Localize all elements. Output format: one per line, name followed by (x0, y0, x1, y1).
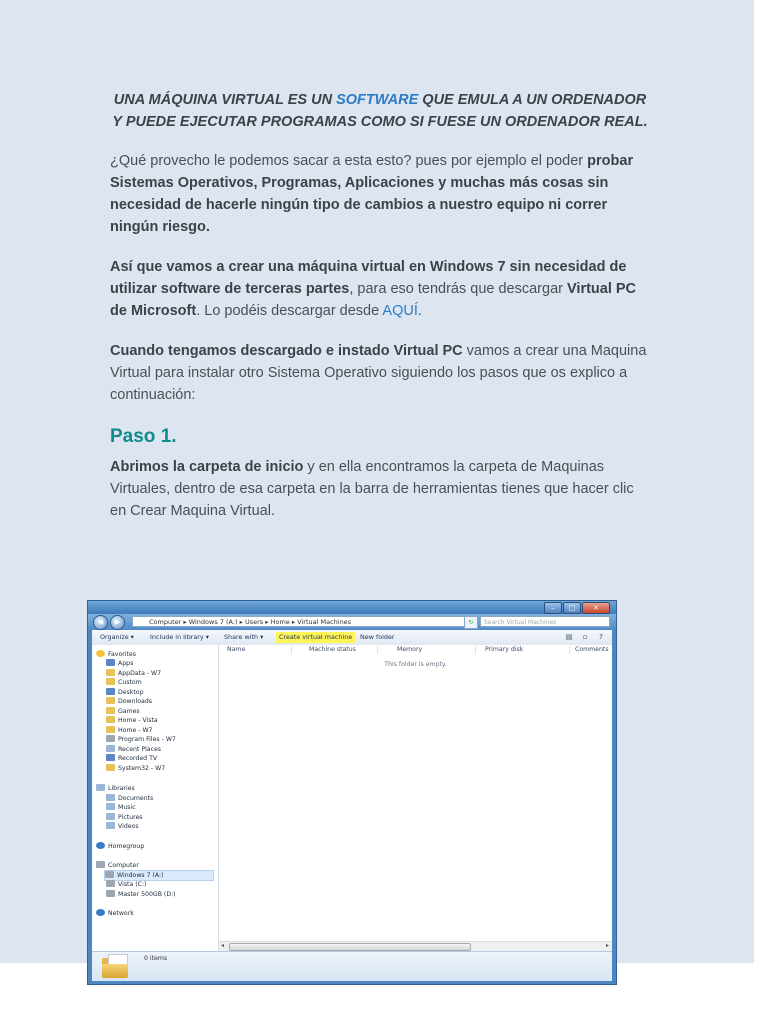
paragraph-steps-intro (110, 340, 650, 406)
software-link[interactable]: SOFTWARE (336, 92, 419, 108)
music-icon (106, 803, 115, 810)
drive-icon (105, 871, 114, 878)
explorer-window (88, 601, 616, 984)
search-input[interactable]: Search Virtual Machines (480, 616, 610, 627)
nav-label: Network (108, 910, 134, 917)
paragraph-intro (110, 150, 650, 238)
organize-button[interactable]: Organize ▾ (100, 633, 134, 641)
nav-label: Custom (118, 679, 142, 686)
nav-item[interactable] (106, 803, 136, 812)
close-icon[interactable]: ✕ (582, 602, 610, 614)
folder-icon (106, 764, 115, 771)
nav-label: Recorded TV (118, 755, 158, 762)
nav-item[interactable] (106, 716, 158, 725)
nav-label: Vista (C:) (118, 881, 147, 888)
nav-label: Desktop (118, 688, 144, 696)
step-label: Paso 1 (110, 426, 172, 447)
p2-text-3: . (417, 303, 422, 319)
column-separator[interactable] (291, 646, 292, 654)
view-controls (564, 633, 606, 642)
folder-icon (106, 697, 115, 704)
create-virtual-machine-button[interactable]: Create virtual machine (276, 632, 355, 643)
column-header-comments[interactable]: Comments (575, 646, 609, 653)
include-in-library-button[interactable]: Include in library ▾ (150, 633, 209, 641)
pictures-icon (106, 813, 115, 820)
recent-places-icon (106, 745, 115, 752)
p4-text: y en ella encontramos la carpeta de Maquinas Virtuales, dentro de esa carpeta en la barra de herramientas tienes que hacer clic en Crear Maquina Virtual. (110, 459, 634, 519)
nav-item[interactable] (106, 880, 146, 889)
paragraph-step1 (110, 456, 650, 522)
p2-text-2: . Lo podéis descargar desde (196, 303, 383, 319)
lead-text-end: QUE EMULA A UN ORDENADOR Y PUEDE EJECUTAR PROGRAMAS COMO SI FUESE UN ORDENADOR REAL. (112, 92, 648, 130)
explorer-client-area (92, 645, 612, 951)
column-header-name[interactable]: Name (227, 646, 246, 653)
folder-icon (106, 707, 115, 714)
nav-label: Games (118, 707, 140, 715)
forward-arrow-icon[interactable]: ▶ (110, 615, 125, 630)
nav-label: AppData - W7 (118, 669, 162, 677)
step-heading (110, 424, 650, 450)
minimize-icon[interactable]: – (544, 602, 562, 614)
nav-label: Master 500GB (D:) (118, 890, 176, 898)
scroll-left-icon[interactable]: ◂ (221, 942, 225, 949)
nav-label: Downloads (118, 698, 152, 705)
nav-label: Favorites (108, 651, 136, 658)
nav-item[interactable] (106, 726, 153, 735)
homegroup-icon (96, 842, 105, 849)
nav-item[interactable] (106, 669, 161, 678)
nav-label: Home - W7 (118, 726, 153, 734)
nav-label: Apps (118, 660, 134, 667)
folder-icon (106, 659, 115, 666)
column-separator[interactable] (569, 646, 570, 654)
p4-bold: Abrimos la carpeta de inicio (110, 459, 304, 475)
details-pane (92, 951, 612, 981)
p3-bold: Cuando tengamos descargado e instado Virtual PC (110, 343, 463, 359)
p1-text: ¿Qué provecho le podemos sacar a esta esto? pues por ejemplo el poder (110, 153, 588, 169)
nav-item[interactable] (106, 754, 157, 763)
column-separator[interactable] (475, 646, 476, 654)
nav-item[interactable] (106, 822, 139, 831)
nav-item[interactable] (106, 678, 142, 687)
new-folder-button[interactable]: New folder (360, 633, 395, 641)
column-header-primary-disk[interactable]: Primary disk (485, 646, 524, 653)
paragraph-download (110, 256, 650, 322)
command-bar (92, 630, 612, 646)
column-header-machine-status[interactable]: Machine status (309, 646, 356, 653)
recorded-tv-icon (106, 754, 115, 761)
nav-item[interactable] (106, 688, 144, 697)
network-icon (96, 909, 105, 916)
nav-label: Pictures (118, 813, 143, 821)
folder-icon (106, 716, 115, 723)
file-list (219, 645, 612, 951)
address-bar[interactable]: Computer ▸ Windows 7 (A:) ▸ Users ▸ Home ▸ Virtual Machines (132, 616, 472, 627)
nav-computer[interactable] (96, 861, 139, 870)
nav-item[interactable] (106, 659, 133, 668)
documents-icon (106, 794, 115, 801)
scroll-right-icon[interactable]: ▸ (605, 942, 609, 949)
back-arrow-icon[interactable]: ◀ (93, 615, 108, 630)
nav-label: Computer (108, 862, 139, 869)
nav-item[interactable] (106, 745, 161, 754)
nav-item[interactable] (106, 813, 143, 822)
nav-item[interactable] (106, 735, 176, 744)
nav-libraries[interactable] (96, 784, 135, 793)
nav-label: System32 - W7 (118, 764, 166, 772)
drive-icon (106, 880, 115, 887)
nav-label: Homegroup (108, 843, 145, 850)
nav-item[interactable] (106, 890, 176, 899)
views-icon[interactable]: ▤ (565, 633, 573, 641)
p3-text: vamos a crear una Maquina Virtual para instalar otro Sistema Operativo siguiendo los pasos que os explico a continuación: (110, 343, 647, 403)
preview-pane-icon[interactable]: ▫ (582, 633, 588, 641)
navigation-pane (92, 645, 219, 951)
nav-network[interactable] (96, 909, 134, 918)
p2-bold-2: Virtual PC de Microsoft (110, 281, 637, 319)
step-dot: . (171, 426, 177, 447)
p2-bold-1: Así que vamos a crear una máquina virtual en Windows 7 sin necesidad de utilizar software de terceras partes (110, 259, 627, 297)
item-count: 0 items (144, 955, 168, 962)
libraries-icon (96, 784, 105, 791)
drive-icon (106, 890, 115, 897)
empty-folder-message: This folder is empty. (384, 661, 447, 668)
nav-favorites[interactable] (96, 650, 136, 659)
share-with-button[interactable]: Share with ▾ (224, 633, 264, 641)
p1-bold: probar Sistemas Operativos, Programas, Aplicaciones y muchas más cosas sin necesidad de hacerle ningún tipo de cambios a nuestro equipo ni correr ningún riesgo. (110, 153, 634, 235)
computer-icon (96, 861, 105, 868)
horizontal-scrollbar[interactable] (219, 941, 612, 951)
videos-icon (106, 822, 115, 829)
nav-item[interactable] (106, 707, 140, 716)
lead-text-start: UNA MÁQUINA VIRTUAL ES UN (113, 92, 337, 108)
folder-icon (102, 954, 128, 978)
download-link[interactable]: AQUÍ (382, 303, 418, 319)
nav-label: Music (118, 804, 136, 811)
window-controls (544, 602, 610, 614)
column-header-memory[interactable]: Memory (397, 646, 423, 653)
folder-icon (106, 735, 115, 742)
article-paragraphs (110, 150, 650, 522)
window-titlebar (88, 601, 616, 614)
p2-text-1: , para eso tendrás que descargar (349, 281, 567, 297)
nav-label: Videos (118, 823, 139, 830)
folder-icon (106, 726, 115, 733)
article-lead (110, 90, 650, 133)
nav-item[interactable] (106, 764, 165, 773)
nav-label: Home - Vista (118, 717, 158, 724)
nav-label: Recent Places (118, 745, 162, 753)
address-row (88, 614, 616, 630)
article-body (110, 90, 650, 540)
nav-item[interactable] (106, 697, 152, 706)
nav-item[interactable] (106, 794, 153, 803)
scroll-thumb[interactable] (229, 943, 471, 951)
folder-icon (106, 669, 115, 676)
refresh-icon[interactable]: ↻ (464, 616, 478, 629)
nav-label: Windows 7 (A:) (117, 872, 164, 879)
desktop-icon (106, 688, 115, 695)
column-separator[interactable] (377, 646, 378, 654)
folder-icon (106, 678, 115, 685)
help-icon[interactable]: ? (599, 633, 603, 641)
nav-label: Program Files - W7 (118, 736, 176, 743)
star-icon (96, 650, 105, 657)
nav-label: Documents (118, 794, 154, 802)
nav-homegroup[interactable] (96, 842, 144, 851)
nav-label: Libraries (108, 785, 135, 792)
maximize-icon[interactable]: □ (563, 602, 581, 614)
